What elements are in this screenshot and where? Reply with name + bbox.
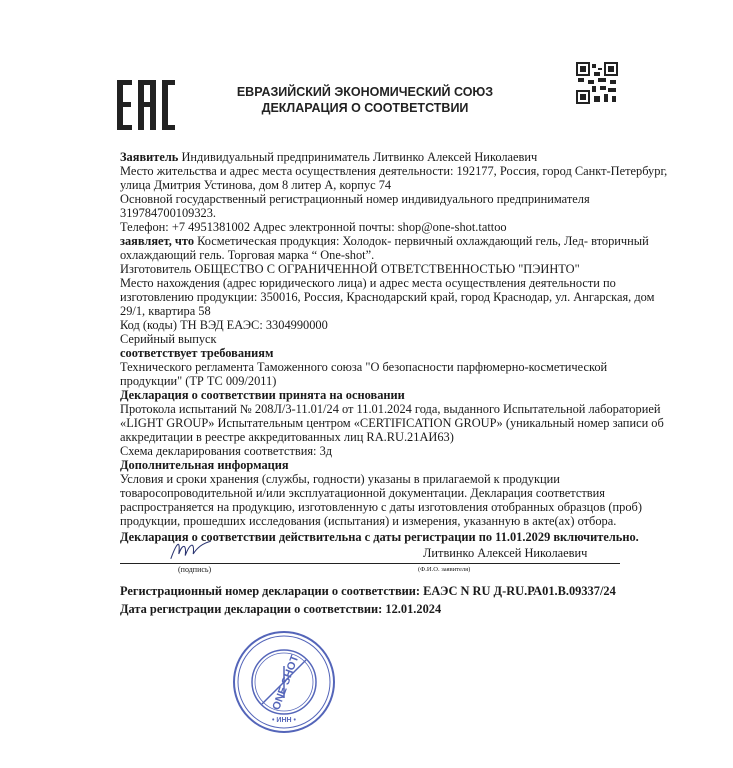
- declaration-line: [120, 248, 620, 262]
- declaration-line: [120, 458, 620, 472]
- line-text: Технического регламента Таможенного союза "О безопасности парфюмерно-косметической: [120, 360, 608, 374]
- line-text: улица Дмитрия Устинова, дом 8 литер А, корпус 74: [120, 178, 392, 192]
- line-label: Декларация о соответствии принята на основании: [120, 388, 405, 402]
- declaration-line: [120, 332, 620, 346]
- declaration-line: [120, 416, 664, 430]
- company-seal-stamp: [232, 630, 336, 734]
- declaration-line: [120, 276, 620, 290]
- line-text: Место жительства и адрес места осуществления деятельности: 192177, Россия, город Санкт-Петербург,: [120, 164, 668, 178]
- declaration-line: [120, 388, 620, 402]
- line-text: охлаждающий гель. Торговая марка “ One-shot”.: [120, 248, 375, 262]
- line-text: продукции" (ТР ТС 009/2011): [120, 374, 277, 388]
- line-text: Протокола испытаний № 208Л/3-11.01/24 от 11.01.2024 года, выданного Испытательной лабораторией: [120, 402, 661, 416]
- document-header: [200, 84, 530, 116]
- declaration-line: [120, 220, 620, 234]
- line-text: изготовлению продукции: 350016, Россия, Краснодарский край, город Краснодар, ул. Ангарская, дом: [120, 290, 655, 304]
- declaration-line: [120, 360, 620, 374]
- line-text: 29/1, квартира 58: [120, 304, 211, 318]
- line-text: «LIGHT GROUP» Испытательным центром «CERTIFICATION GROUP» (уникальный номер записи об: [120, 416, 664, 430]
- registration-number: Регистрационный номер декларации о соответствии: ЕАЭС N RU Д-RU.РА01.В.09337/24: [120, 584, 616, 598]
- line-text: Условия и сроки хранения (службы, годности) указаны в прилагаемой к продукции: [120, 472, 560, 486]
- declaration-line: [120, 304, 620, 318]
- line-label: соответствует требованиям: [120, 346, 274, 360]
- declaration-line: [120, 192, 620, 206]
- line-text: Косметическая продукция: Холодок- первичный охлаждающий гель, Лед- вторичный: [194, 234, 649, 248]
- line-text: товаросопроводительной и/или эксплуатационной документации. Декларация соответствия: [120, 486, 605, 500]
- declaration-line: [120, 514, 620, 528]
- header-union: ЕВРАЗИЙСКИЙ ЭКОНОМИЧЕСКИЙ СОЮЗ: [236, 85, 494, 99]
- line-text: Индивидуальный предприниматель Литвинко Алексей Николаевич: [178, 150, 538, 164]
- line-text: распространяется на продукцию, изготовленную с даты изготовления отобранных образцов (проб): [120, 500, 642, 514]
- line-text: Схема декларирования соответствия: 3д: [120, 444, 333, 458]
- line-text: Место нахождения (адрес юридического лица) и адрес места осуществления деятельности по: [120, 276, 616, 290]
- line-text: Серийный выпуск: [120, 332, 217, 346]
- line-text: Изготовитель ОБЩЕСТВО С ОГРАНИЧЕННОЙ ОТВЕТСТВЕННОСТЬЮ "ПЭИНТО": [120, 262, 580, 276]
- eac-logo: [117, 80, 175, 130]
- handwritten-signature: [160, 538, 220, 562]
- declaration-line: [120, 234, 649, 248]
- declaration-line: [120, 430, 620, 444]
- declaration-line: [120, 290, 655, 304]
- declaration-line: [120, 500, 642, 514]
- line-text: аккредитации в реестре аккредитованных лиц RA.RU.21АИ63): [120, 430, 454, 444]
- declaration-line: [120, 402, 661, 416]
- declaration-line: [120, 178, 620, 192]
- declaration-line: [120, 346, 620, 360]
- signature-caption: (подпись): [178, 565, 212, 574]
- line-text: Код (коды) ТН ВЭД ЕАЭС: 3304990000: [120, 318, 328, 332]
- declaration-line: [120, 374, 620, 388]
- declaration-line: [120, 206, 620, 220]
- registration-date: Дата регистрации декларации о соответствии: 12.01.2024: [120, 602, 442, 616]
- declaration-line: [120, 472, 620, 486]
- line-text: Основной государственный регистрационный номер индивидуального предпринимателя: [120, 192, 590, 206]
- declaration-line: [120, 150, 620, 164]
- validity-statement: Декларация о соответствии действительна с даты регистрации по 11.01.2029 включительно.: [120, 530, 639, 544]
- declaration-body: [120, 150, 668, 528]
- line-label: Заявитель: [120, 150, 179, 164]
- declaration-line: [120, 164, 668, 178]
- applicant-name: Литвинко Алексей Николаевич: [423, 546, 588, 560]
- declaration-line: [120, 262, 620, 276]
- fio-caption: (Ф.И.О. заявителя): [418, 566, 471, 573]
- qr-code[interactable]: [576, 60, 618, 106]
- signature-line: [120, 563, 620, 564]
- header-title: ДЕКЛАРАЦИЯ О СООТВЕТСТВИИ: [261, 101, 469, 115]
- svg-text:ONE SHOT: ONE SHOT: [270, 653, 302, 712]
- declaration-line: [120, 486, 620, 500]
- svg-text:• ИНН •: • ИНН •: [272, 717, 296, 724]
- line-text: продукции, прошедших исследования (испытания) и измерения, указанную в акте(ах) отбора.: [120, 514, 617, 528]
- line-text: Телефон: +7 4951381002 Адрес электронной почты: shop@one-shot.tattoo: [120, 220, 507, 234]
- line-label: Дополнительная информация: [120, 458, 289, 472]
- declaration-line: [120, 444, 620, 458]
- declaration-line: [120, 318, 620, 332]
- line-label: заявляет, что: [120, 234, 195, 248]
- line-text: 319784700109323.: [120, 206, 217, 220]
